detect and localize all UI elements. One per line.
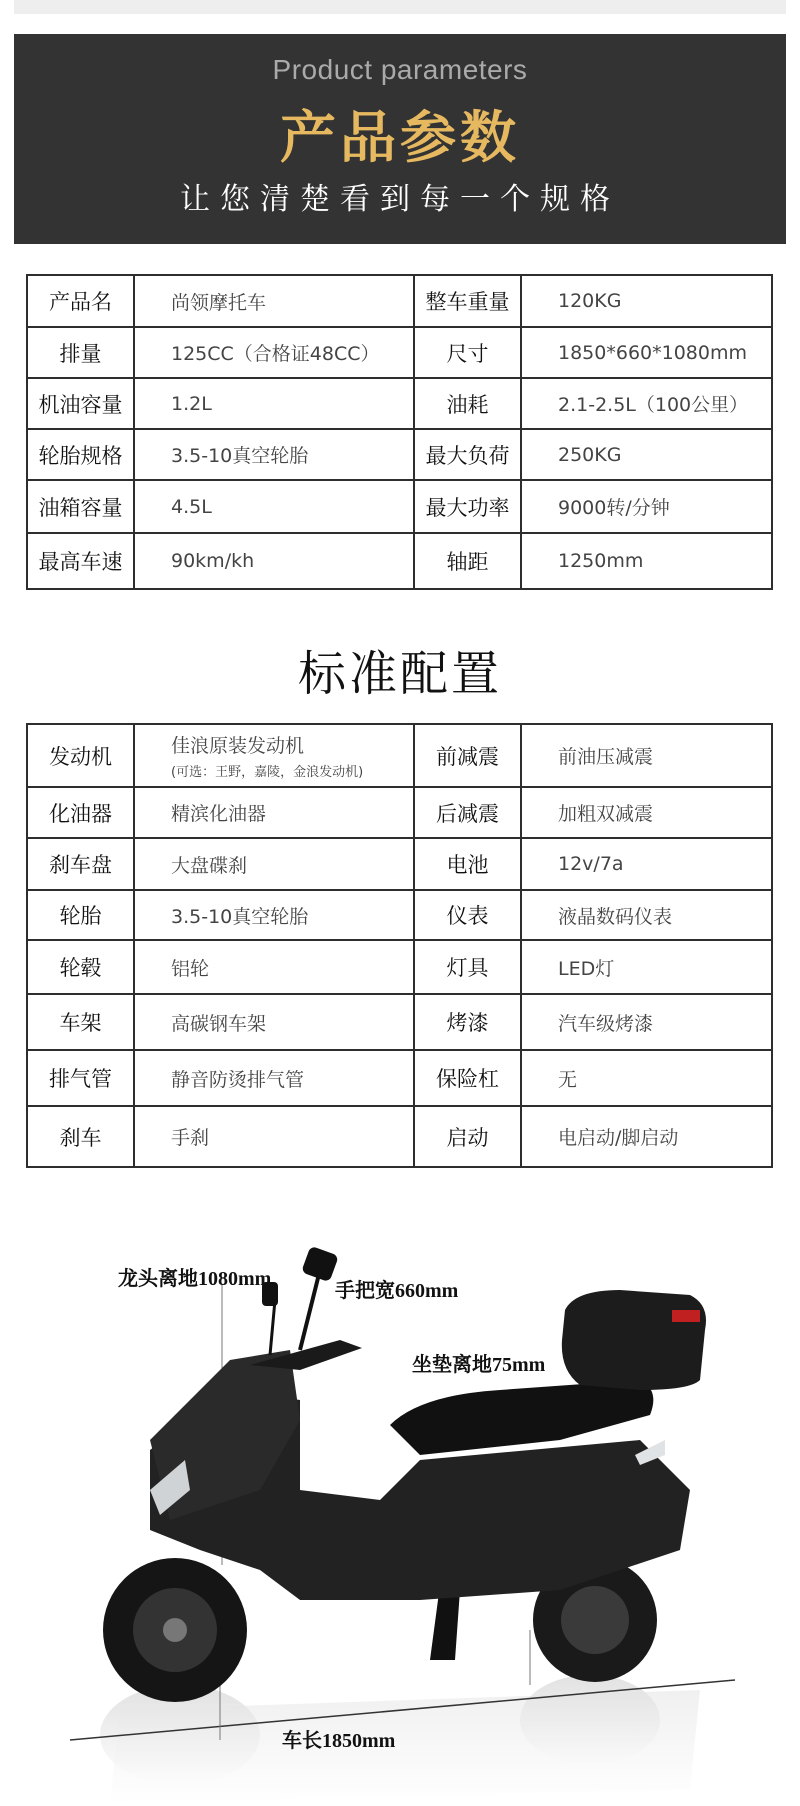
config-label: 发动机	[27, 724, 134, 787]
param-value: 90km/kh	[134, 533, 414, 589]
banner-english-title: Product parameters	[272, 54, 528, 85]
param-label: 排量	[27, 327, 134, 378]
config-label: 排气管	[27, 1050, 134, 1106]
config-value: 静音防烫排气管	[134, 1050, 414, 1106]
table-row	[27, 480, 772, 533]
config-label: 车架	[27, 994, 134, 1050]
param-label: 机油容量	[27, 378, 134, 429]
param-value: 125CC（合格证48CC）	[134, 327, 414, 378]
table-row	[27, 1106, 772, 1167]
config-value: 汽车级烤漆	[521, 994, 772, 1050]
config-value: 高碳钢车架	[134, 994, 414, 1050]
config-label: 仪表	[414, 890, 521, 940]
param-label: 产品名	[27, 275, 134, 327]
engine-options-note: (可选：王野，嘉陵，金浪发动机)	[171, 765, 364, 780]
param-value: 120KG	[521, 275, 772, 327]
config-label: 电池	[414, 838, 521, 890]
param-value: 1250mm	[521, 533, 772, 589]
table-row	[27, 724, 772, 787]
table-row	[27, 838, 772, 890]
config-value: 精滨化油器	[134, 787, 414, 838]
param-label: 轮胎规格	[27, 429, 134, 480]
table-row	[27, 378, 772, 429]
param-value: 250KG	[521, 429, 772, 480]
table-row	[27, 940, 772, 994]
param-value: 尚领摩托车	[134, 275, 414, 327]
param-label: 油耗	[414, 378, 521, 429]
config-value: 大盘碟刹	[134, 838, 414, 890]
config-value: 手刹	[134, 1106, 414, 1167]
param-value: 9000转/分钟	[521, 480, 772, 533]
config-value: 无	[521, 1050, 772, 1106]
table-row	[27, 275, 772, 327]
param-label: 轴距	[414, 533, 521, 589]
config-value: 液晶数码仪表	[521, 890, 772, 940]
table-row	[27, 787, 772, 838]
config-label: 轮毂	[27, 940, 134, 994]
config-label: 保险杠	[414, 1050, 521, 1106]
top-case	[562, 1290, 706, 1390]
seat-height-label: 坐垫离地75mm	[412, 1354, 546, 1376]
config-value-main: 佳浪原装发动机	[171, 735, 305, 757]
config-label: 化油器	[27, 787, 134, 838]
handle-width-label: 手把宽660mm	[335, 1280, 459, 1302]
param-label: 整车重量	[414, 275, 521, 327]
left-mirror	[301, 1246, 339, 1283]
top-strip	[14, 0, 786, 14]
config-value: LED灯	[521, 940, 772, 994]
param-value: 3.5-10真空轮胎	[134, 429, 414, 480]
header-banner	[14, 34, 786, 244]
param-value: 1.2L	[134, 378, 414, 429]
config-value: 12v/7a	[521, 838, 772, 890]
table-row	[27, 327, 772, 378]
config-section-title: 标准配置	[297, 646, 502, 702]
table-row	[27, 994, 772, 1050]
banner-title: 产品参数	[280, 106, 520, 171]
table-row	[27, 429, 772, 480]
config-label: 刹车	[27, 1106, 134, 1167]
table-row	[27, 890, 772, 940]
param-label: 最高车速	[27, 533, 134, 589]
param-value: 1850*660*1080mm	[521, 327, 772, 378]
config-label: 刹车盘	[27, 838, 134, 890]
table-row	[27, 1050, 772, 1106]
config-value	[134, 724, 414, 787]
scooter-photo	[0, 1190, 800, 1802]
config-label: 灯具	[414, 940, 521, 994]
config-value: 前油压减震	[521, 724, 772, 787]
config-value: 加粗双减震	[521, 787, 772, 838]
top-case-reflector	[672, 1310, 700, 1322]
param-label: 最大负荷	[414, 429, 521, 480]
param-label: 最大功率	[414, 480, 521, 533]
config-label: 轮胎	[27, 890, 134, 940]
head-height-label: 龙头离地1080mm	[118, 1268, 272, 1290]
param-label: 尺寸	[414, 327, 521, 378]
param-label: 油箱容量	[27, 480, 134, 533]
config-value: 电启动/脚启动	[521, 1106, 772, 1167]
config-label: 后减震	[414, 787, 521, 838]
length-label: 车长1850mm	[282, 1730, 396, 1752]
product-params-table	[26, 274, 773, 590]
config-value: 铝轮	[134, 940, 414, 994]
config-table	[26, 723, 773, 1168]
config-label: 前减震	[414, 724, 521, 787]
config-label: 烤漆	[414, 994, 521, 1050]
param-value: 4.5L	[134, 480, 414, 533]
config-label: 启动	[414, 1106, 521, 1167]
table-row	[27, 533, 772, 589]
param-value: 2.1-2.5L（100公里）	[521, 378, 772, 429]
banner-subtitle: 让您清楚看到每一个规格	[180, 182, 620, 217]
config-value: 3.5-10真空轮胎	[134, 890, 414, 940]
